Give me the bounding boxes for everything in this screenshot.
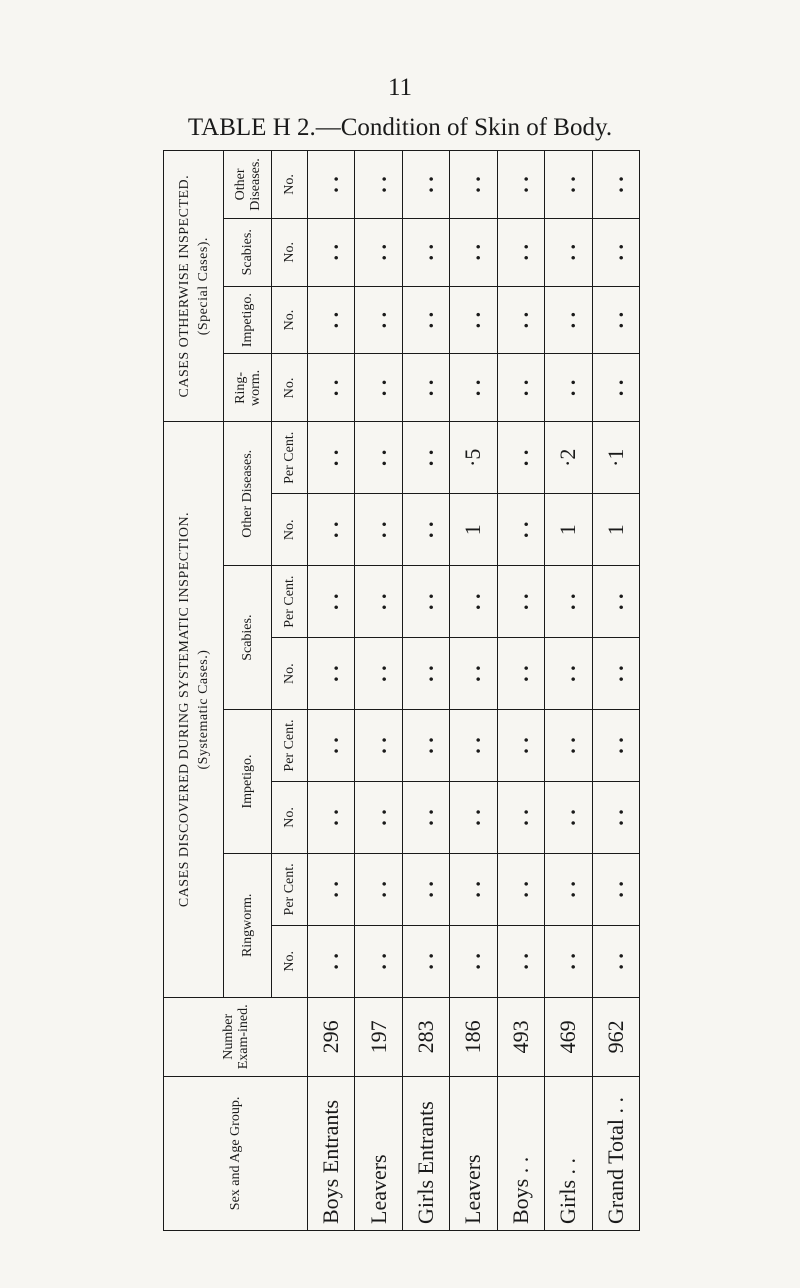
scabies-no: . . bbox=[450, 638, 497, 710]
group-cell bbox=[355, 1076, 402, 1230]
ringworm-pc: . . bbox=[545, 853, 592, 925]
special-other: . . bbox=[308, 151, 355, 219]
table-row bbox=[497, 151, 544, 1231]
rotated-table-frame bbox=[163, 150, 640, 1231]
other-pc: ·1 bbox=[592, 422, 639, 494]
special-other: . . bbox=[355, 151, 402, 219]
scabies-no: . . bbox=[497, 638, 544, 710]
subgroup-label: . . bbox=[507, 1156, 533, 1174]
impetigo-no: . . bbox=[308, 782, 355, 854]
other-no: 1 bbox=[545, 494, 592, 566]
impetigo-no: . . bbox=[592, 782, 639, 854]
subgroup-label: Leavers bbox=[460, 1154, 486, 1224]
special-ringworm: . . bbox=[545, 354, 592, 422]
examined-cell: 493 bbox=[497, 997, 544, 1076]
other-no: 1 bbox=[592, 494, 639, 566]
impetigo-pc: . . bbox=[402, 710, 449, 782]
other-pc: ·2 bbox=[545, 422, 592, 494]
impetigo-pc: . . bbox=[497, 710, 544, 782]
scabies-pc: . . bbox=[592, 566, 639, 638]
special-scabies: . . bbox=[355, 218, 402, 286]
systematic-title: CASES DISCOVERED DURING SYSTEMATIC INSPECTION. bbox=[176, 511, 192, 908]
other-pc: . . bbox=[497, 422, 544, 494]
examined-cell: 469 bbox=[545, 997, 592, 1076]
special-ringworm: . . bbox=[592, 354, 639, 422]
ringworm-pc: . . bbox=[497, 853, 544, 925]
ringworm-no: . . bbox=[545, 925, 592, 997]
scabies-pc: . . bbox=[402, 566, 449, 638]
header-no: No. bbox=[272, 638, 308, 710]
header-impetigo: Impetigo. bbox=[224, 710, 272, 854]
ringworm-no: . . bbox=[450, 925, 497, 997]
other-no: . . bbox=[308, 494, 355, 566]
systematic-subtitle: (Systematic Cases.) bbox=[195, 649, 211, 770]
scabies-pc: . . bbox=[308, 566, 355, 638]
other-pc: . . bbox=[308, 422, 355, 494]
special-other: . . bbox=[545, 151, 592, 219]
header-scabies: Scabies. bbox=[224, 566, 272, 710]
skin-condition-table-wrapper bbox=[163, 150, 640, 1231]
ringworm-no: . . bbox=[355, 925, 402, 997]
special-title: CASES OTHERWISE INSPECTED. bbox=[176, 174, 192, 398]
special-other: . . bbox=[497, 151, 544, 219]
special-other: . . bbox=[450, 151, 497, 219]
header-per-cent: Per Cent. bbox=[272, 566, 308, 638]
subgroup-label: Entrants bbox=[318, 1099, 344, 1174]
subgroup-label: Entrants bbox=[413, 1101, 439, 1175]
table-row bbox=[402, 151, 449, 1231]
ringworm-no: . . bbox=[497, 925, 544, 997]
impetigo-pc: . . bbox=[545, 710, 592, 782]
other-no: 1 bbox=[450, 494, 497, 566]
scabies-no: . . bbox=[402, 638, 449, 710]
table-row bbox=[308, 151, 355, 1231]
scabies-pc: . . bbox=[355, 566, 402, 638]
group-cell bbox=[592, 1076, 639, 1230]
ringworm-no: . . bbox=[592, 925, 639, 997]
impetigo-no: . . bbox=[450, 782, 497, 854]
special-impetigo: . . bbox=[402, 286, 449, 354]
other-pc: . . bbox=[402, 422, 449, 494]
header-per-cent: Per Cent. bbox=[272, 853, 308, 925]
special-ringworm: . . bbox=[308, 354, 355, 422]
skin-condition-table bbox=[163, 150, 640, 1231]
other-no: . . bbox=[497, 494, 544, 566]
ringworm-pc: . . bbox=[308, 853, 355, 925]
impetigo-pc: . . bbox=[592, 710, 639, 782]
impetigo-no: . . bbox=[355, 782, 402, 854]
examined-cell: 962 bbox=[592, 997, 639, 1076]
special-scabies: . . bbox=[592, 218, 639, 286]
special-scabies: . . bbox=[545, 218, 592, 286]
examined-cell: 197 bbox=[355, 997, 402, 1076]
subgroup-label: . . bbox=[602, 1097, 628, 1114]
scabies-no: . . bbox=[545, 638, 592, 710]
scabies-pc: . . bbox=[450, 566, 497, 638]
table-row bbox=[545, 151, 592, 1231]
header-special bbox=[164, 151, 224, 422]
table-title: TABLE H 2.—Condition of Skin of Body. bbox=[187, 114, 613, 141]
header-impetigo-special: Impetigo. bbox=[224, 286, 272, 354]
group-label: Girls bbox=[555, 1180, 581, 1224]
special-impetigo: . . bbox=[497, 286, 544, 354]
header-no: No. bbox=[272, 494, 308, 566]
header-ringworm-special: Ring-worm. bbox=[224, 354, 272, 422]
header-systematic bbox=[164, 422, 224, 997]
scabies-no: . . bbox=[592, 638, 639, 710]
impetigo-no: . . bbox=[545, 782, 592, 854]
header-other-special: Other Diseases. bbox=[224, 151, 272, 219]
subgroup-label: Leavers bbox=[365, 1154, 391, 1224]
scabies-no: . . bbox=[355, 638, 402, 710]
group-cell bbox=[545, 1076, 592, 1230]
subgroup-label: . . bbox=[555, 1158, 581, 1175]
table-row bbox=[450, 151, 497, 1231]
group-label: Boys bbox=[318, 1178, 344, 1224]
scabies-no: . . bbox=[308, 638, 355, 710]
special-ringworm: . . bbox=[355, 354, 402, 422]
special-impetigo: . . bbox=[592, 286, 639, 354]
impetigo-pc: . . bbox=[308, 710, 355, 782]
other-pc: . . bbox=[355, 422, 402, 494]
scabies-pc: . . bbox=[545, 566, 592, 638]
examined-cell: 186 bbox=[450, 997, 497, 1076]
header-other-diseases: Other Diseases. bbox=[224, 422, 272, 566]
header-ringworm: Ringworm. bbox=[224, 853, 272, 997]
header-no: No. bbox=[272, 925, 308, 997]
special-scabies: . . bbox=[402, 218, 449, 286]
special-scabies: . . bbox=[308, 218, 355, 286]
header-no: No. bbox=[272, 286, 308, 354]
ringworm-pc: . . bbox=[402, 853, 449, 925]
header-scabies-special: Scabies. bbox=[224, 218, 272, 286]
ringworm-pc: . . bbox=[592, 853, 639, 925]
special-ringworm: . . bbox=[450, 354, 497, 422]
header-per-cent: Per Cent. bbox=[272, 710, 308, 782]
group-label: Boys bbox=[507, 1178, 533, 1224]
group-cell bbox=[450, 1076, 497, 1230]
header-number-examined: Number Exam-ined. bbox=[164, 997, 308, 1076]
ringworm-pc: . . bbox=[450, 853, 497, 925]
group-label: Girls bbox=[413, 1180, 439, 1224]
header-no: No. bbox=[272, 151, 308, 219]
special-ringworm: . . bbox=[402, 354, 449, 422]
special-ringworm: . . bbox=[497, 354, 544, 422]
group-cell bbox=[497, 1076, 544, 1230]
special-other: . . bbox=[402, 151, 449, 219]
group-cell bbox=[308, 1076, 355, 1230]
table-row bbox=[355, 151, 402, 1231]
group-cell bbox=[402, 1076, 449, 1230]
examined-cell: 283 bbox=[402, 997, 449, 1076]
page-number: 11 bbox=[387, 74, 413, 101]
other-no: . . bbox=[402, 494, 449, 566]
header-sex-age-group: Sex and Age Group. bbox=[164, 1076, 308, 1230]
ringworm-no: . . bbox=[308, 925, 355, 997]
special-impetigo: . . bbox=[545, 286, 592, 354]
ringworm-no: . . bbox=[402, 925, 449, 997]
special-subtitle: (Special Cases). bbox=[195, 237, 211, 336]
impetigo-pc: . . bbox=[450, 710, 497, 782]
special-impetigo: . . bbox=[450, 286, 497, 354]
special-scabies: . . bbox=[497, 218, 544, 286]
header-no: No. bbox=[272, 354, 308, 422]
header-no: No. bbox=[272, 782, 308, 854]
header-per-cent: Per Cent. bbox=[272, 422, 308, 494]
impetigo-pc: . . bbox=[355, 710, 402, 782]
header-no: No. bbox=[272, 218, 308, 286]
other-pc: ·5 bbox=[450, 422, 497, 494]
special-impetigo: . . bbox=[355, 286, 402, 354]
impetigo-no: . . bbox=[402, 782, 449, 854]
impetigo-no: . . bbox=[497, 782, 544, 854]
scabies-pc: . . bbox=[497, 566, 544, 638]
special-other: . . bbox=[592, 151, 639, 219]
table-row bbox=[592, 151, 639, 1231]
special-scabies: . . bbox=[450, 218, 497, 286]
special-impetigo: . . bbox=[308, 286, 355, 354]
group-label: Grand Total bbox=[602, 1119, 628, 1224]
examined-cell: 296 bbox=[308, 997, 355, 1076]
ringworm-pc: . . bbox=[355, 853, 402, 925]
other-no: . . bbox=[355, 494, 402, 566]
